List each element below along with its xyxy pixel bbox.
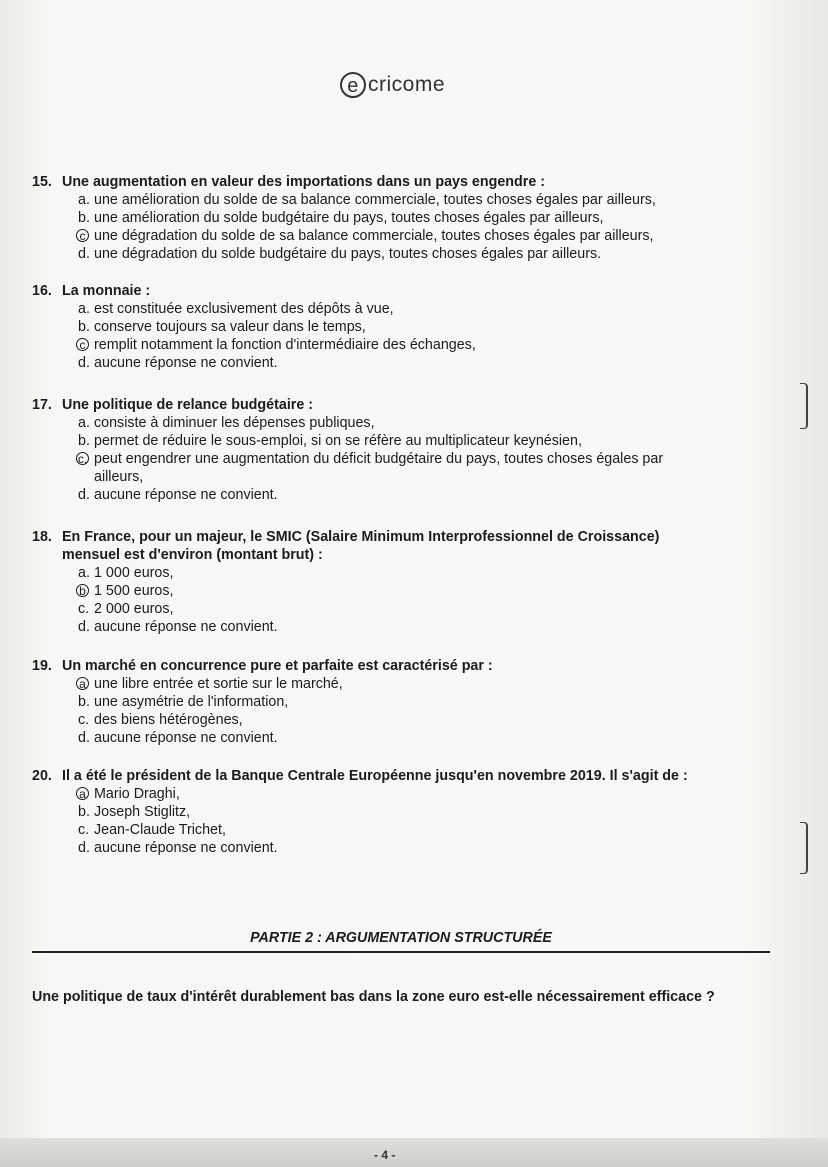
option-a-selected: a Mario Draghi, — [32, 785, 762, 803]
option-a: a. consiste à diminuer les dépenses publiques, — [78, 415, 375, 431]
option-d: d. aucune réponse ne convient. — [78, 355, 278, 371]
question-title: 19. Un marché en concurrence pure et parfaite est caractérisé par : — [32, 658, 493, 674]
option-b: b. conserve toujours sa valeur dans le temps, — [78, 319, 366, 335]
option-c-selected: c une dégradation du solde de sa balance commerciale, toutes choses égales par ailleurs, — [32, 227, 762, 245]
option-d: d. aucune réponse ne convient. — [78, 619, 278, 635]
question-title: 17. Une politique de relance budgétaire : — [32, 397, 314, 413]
part-2-heading: PARTIE 2 : ARGUMENTATION STRUCTURÉE — [250, 930, 552, 946]
option-d: d. aucune réponse ne convient. — [78, 487, 278, 503]
question-16 — [32, 282, 762, 372]
ecricome-logo — [340, 72, 445, 98]
circled-mark: c. — [77, 452, 88, 466]
page-footer — [0, 1138, 828, 1167]
question-title: 15. Une augmentation en valeur des importations dans un pays engendre : — [32, 174, 546, 190]
argumentation-question: Une politique de taux d'intérêt durablement bas dans la zone euro est-elle nécessairement efficace ? — [32, 989, 715, 1005]
option-c: c. 2 000 euros, — [78, 601, 174, 617]
question-18 — [32, 528, 762, 636]
option-c-selected: c. peut engendrer une augmentation du déficit budgétaire du pays, toutes choses égales par — [77, 451, 664, 467]
circled-mark: a — [76, 787, 89, 800]
option-b: b. permet de réduire le sous-emploi, si on se réfère au multiplicateur keynésien, — [78, 433, 582, 449]
question-19 — [32, 657, 762, 747]
question-title: 18. En France, pour un majeur, le SMIC (Salaire Minimum Interprofessionnel de Croissance) — [32, 529, 660, 545]
option-a: a. 1 000 euros, — [78, 565, 174, 581]
binder-clip-mark — [800, 822, 808, 874]
option-c-selected: c remplit notamment la fonction d'intermédiaire des échanges, — [32, 336, 762, 354]
logo-text: cricome — [368, 73, 446, 96]
question-title-continued: mensuel est d'environ (montant brut) : — [62, 547, 323, 563]
option-d: d. aucune réponse ne convient. — [78, 840, 278, 856]
circled-mark: c — [76, 338, 89, 351]
option-a-selected: a une libre entrée et sortie sur le marché, — [32, 675, 762, 693]
question-20 — [32, 767, 762, 857]
circled-mark: a — [76, 677, 89, 690]
option-c: c. Jean-Claude Trichet, — [78, 822, 226, 838]
option-a: a. est constituée exclusivement des dépôts à vue, — [78, 301, 394, 317]
logo-e-mark: e — [340, 72, 366, 98]
option-d: d. une dégradation du solde budgétaire du pays, toutes choses égales par ailleurs. — [78, 246, 602, 262]
option-b: b. une amélioration du solde budgétaire du pays, toutes choses égales par ailleurs, — [78, 210, 604, 226]
heading-rule — [32, 951, 770, 953]
question-title: 16. La monnaie : — [32, 283, 151, 299]
option-a: a. une amélioration du solde de sa balance commerciale, toutes choses égales par ailleurs, — [78, 192, 656, 208]
binder-clip-mark — [800, 383, 808, 429]
option-c-continued: ailleurs, — [94, 469, 144, 485]
circled-mark: b — [76, 584, 89, 597]
question-title: 20. Il a été le président de la Banque Centrale Européenne jusqu'en novembre 2019. Il s'agit de : — [32, 768, 688, 784]
option-b-selected: b 1 500 euros, — [32, 582, 762, 600]
option-d: d. aucune réponse ne convient. — [78, 730, 278, 746]
question-15 — [32, 173, 762, 263]
question-17 — [32, 396, 762, 504]
option-c: c. des biens hétérogènes, — [78, 712, 243, 728]
option-b: b. une asymétrie de l'information, — [78, 694, 289, 710]
option-b: b. Joseph Stiglitz, — [78, 804, 191, 820]
page-number: - 4 - — [374, 1148, 396, 1162]
circled-mark: c — [76, 229, 89, 242]
